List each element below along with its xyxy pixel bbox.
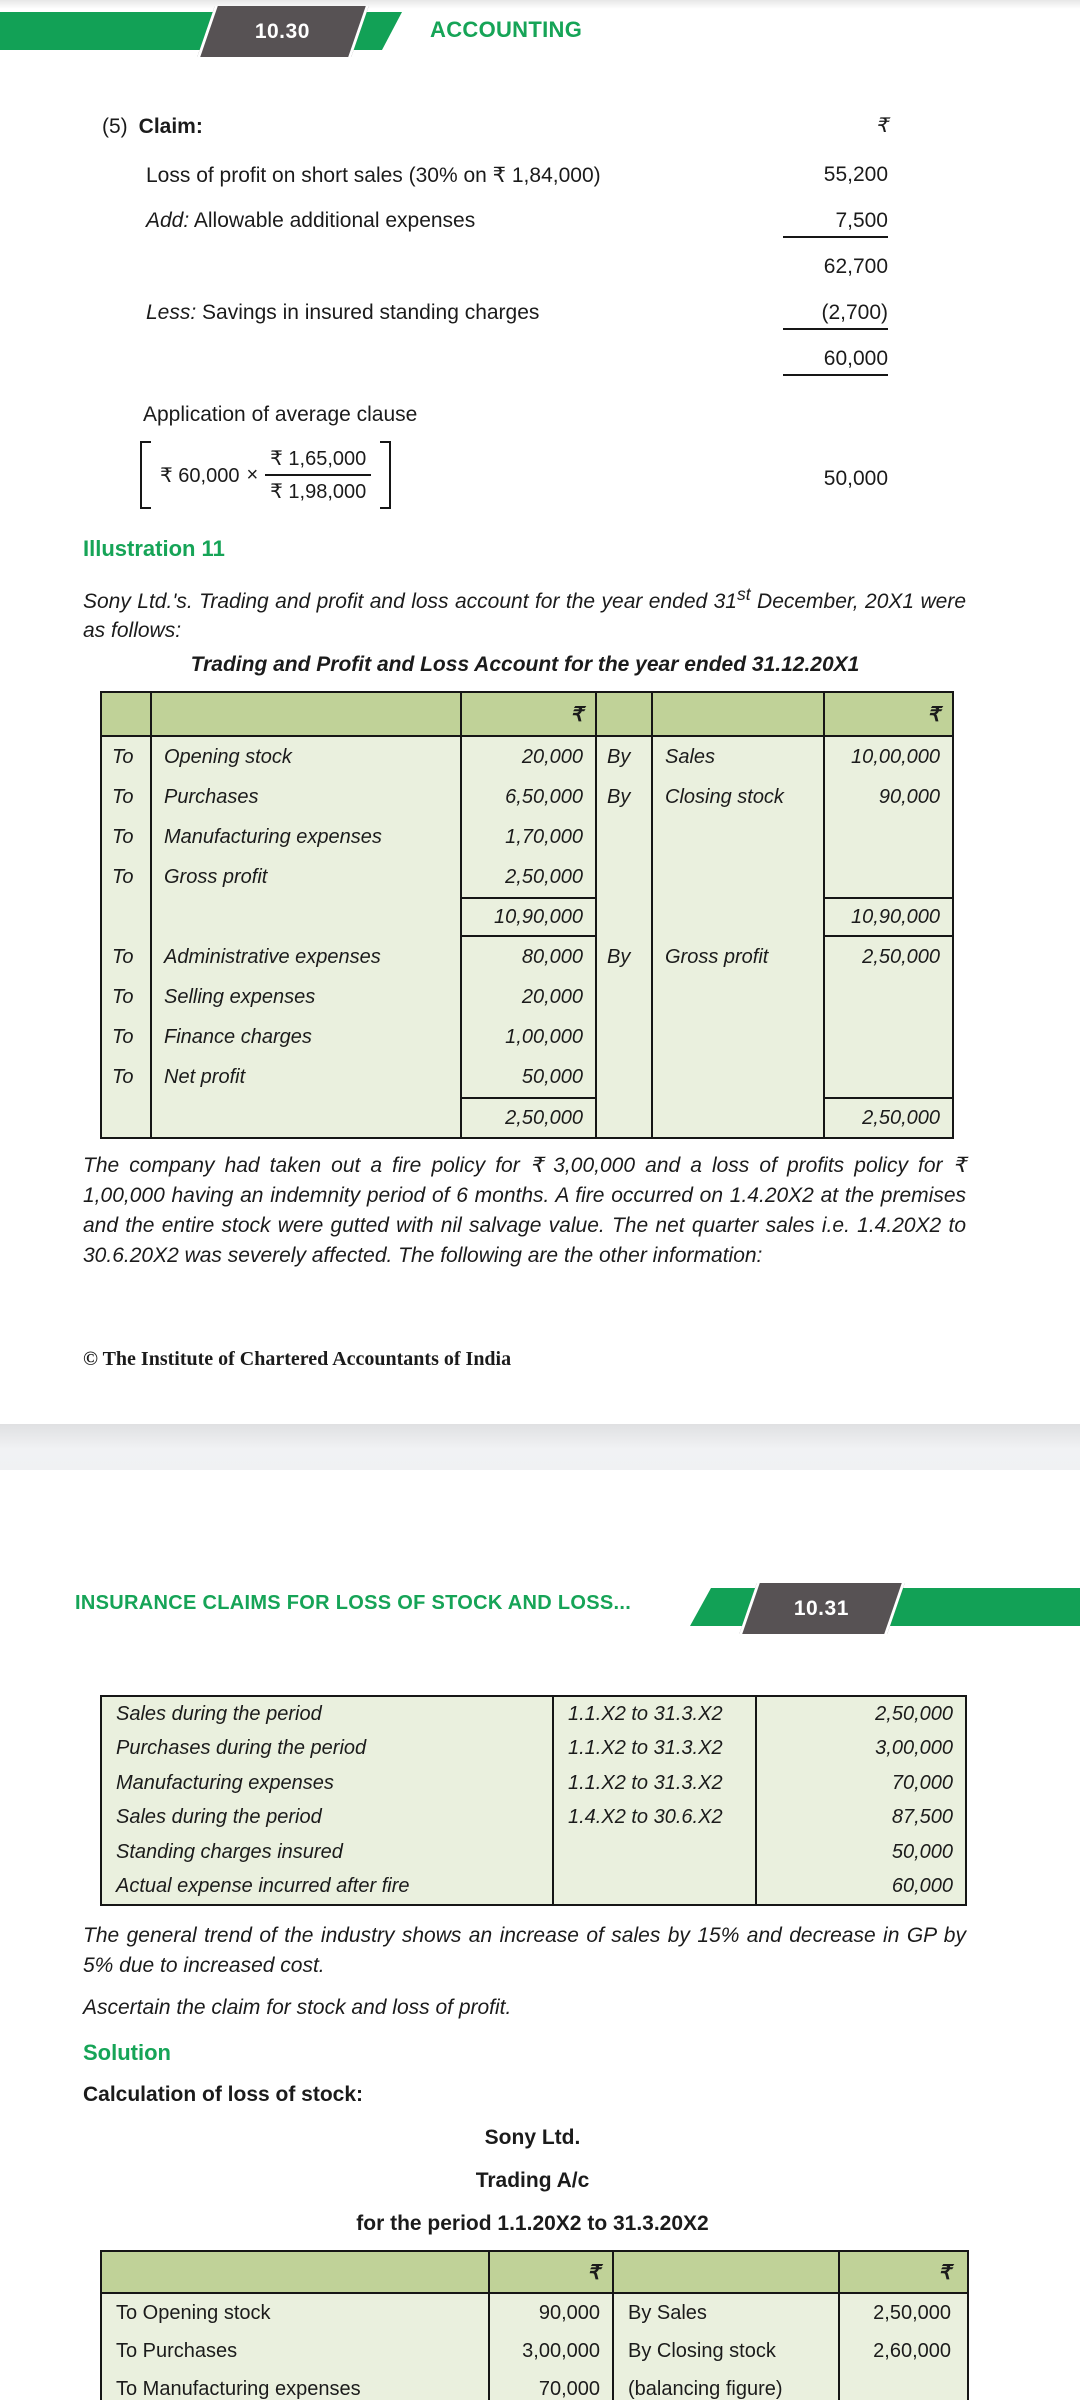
table-total-row: 2,50,000 2,50,000 [102, 1097, 952, 1137]
page1-number: 10.30 [255, 19, 311, 43]
formula-factor: ₹ 60,000 [160, 464, 240, 487]
copyright-line: © The Institute of Chartered Accountants of India [83, 1348, 512, 1370]
claim-row [146, 255, 888, 285]
illustration-text: Sony Ltd.'s. Trading and profit and loss account for the year ended 31st December, 20X1 were as follows: [83, 584, 966, 642]
solution-heading: Solution [83, 2040, 171, 2065]
claim-row-label: Add: Allowable additional expenses [146, 209, 476, 232]
table-row: To Finance charges 1,00,000 [102, 1017, 952, 1057]
table-total-row: 10,90,000 10,90,000 [102, 897, 952, 937]
table-header-row [102, 2252, 967, 2294]
claim-currency-symbol: ₹ [875, 115, 888, 137]
fraction-numerator: ₹ 1,65,000 [265, 446, 371, 476]
multiply-sign: × [246, 463, 259, 486]
table-row: To Administrative expenses 80,000 By Gross profit 2,50,000 [102, 937, 952, 977]
ascertain-line: Ascertain the claim for stock and loss of profit. [83, 1996, 512, 2019]
fraction-denominator: ₹ 1,98,000 [270, 481, 367, 503]
illustration-heading: Illustration 11 [83, 536, 225, 561]
right-bracket [380, 441, 391, 509]
table-row: Manufacturing expenses 1.1.X2 to 31.3.X2 70,000 [102, 1766, 965, 1801]
ordinal-suffix: st [736, 584, 751, 604]
trading-account-table [100, 2250, 969, 2400]
other-information-table [100, 1695, 967, 1906]
table-row: To Manufacturing expenses 70,000 (balancing figure) [102, 2370, 967, 2400]
claim-row [146, 163, 888, 193]
table-row: Sales during the period 1.4.X2 to 30.6.X2 87,500 [102, 1801, 965, 1836]
table-row: To Opening stock 90,000 By Sales 2,50,000 [102, 2294, 967, 2332]
page2-header-title: INSURANCE CLAIMS FOR LOSS OF STOCK AND LOSS... [75, 1592, 632, 1614]
question-paragraph: The company had taken out a fire policy for ₹ 3,00,000 and a loss of profits policy for ₹ 1,00,000 having an indemnity period of 6 months. A fire occurred on 1.4.20X2 at the premises and the entire stock were gutted with nil salvage value. The net quarter sales i.e. 1.4.20X2 to 30.6.20X2 was severely affected. The following are the other information: [83, 1154, 966, 1267]
currency-header: ₹ [938, 2261, 951, 2284]
page1-header-title: ACCOUNTING [430, 17, 583, 42]
claim-row-amount: 62,700 [823, 255, 888, 278]
average-clause-label: Application of average clause [143, 403, 418, 426]
account-name: Trading A/c [475, 2169, 590, 2192]
table-row: To Net profit 50,000 [102, 1057, 952, 1097]
page2-number: 10.31 [794, 1596, 850, 1620]
currency-header: ₹ [462, 693, 597, 735]
table-row: To Gross profit 2,50,000 [102, 857, 952, 897]
currency-header: ₹ [927, 703, 940, 726]
trend-paragraph: The general trend of the industry shows an increase of sales by 15% and decrease in GP by 5% due to increased cost. [83, 1924, 966, 1977]
claim-row-amount: (2,700) [783, 301, 888, 330]
account-period: for the period 1.1.20X2 to 31.3.20X2 [356, 2212, 709, 2235]
table1-title: Trading and Profit and Loss Account for the year ended 31.12.20X1 [190, 653, 860, 676]
page-top-shadow [0, 0, 1080, 9]
table-row: Standing charges insured 50,000 [102, 1835, 965, 1870]
table-header-row [102, 693, 952, 737]
calculation-heading: Calculation of loss of stock: [83, 2083, 364, 2106]
left-bracket [140, 441, 151, 509]
claim-index: (5) [102, 115, 128, 138]
average-clause-result: 50,000 [823, 467, 888, 490]
page-divider [0, 1424, 1080, 1470]
page1-number-tab [197, 6, 369, 57]
table-row: To Selling expenses 20,000 [102, 977, 952, 1017]
claim-row [146, 347, 888, 377]
claim-row-label: Loss of profit on short sales (30% on ₹ 1,84,000) [146, 164, 601, 187]
average-clause-formula [140, 441, 391, 509]
claim-row-label: Less: Savings in insured standing charges [146, 301, 540, 324]
claim-label: Claim: [138, 115, 203, 138]
currency-header: ₹ [490, 2252, 614, 2292]
table-row: Actual expense incurred after fire 60,000 [102, 1870, 965, 1905]
company-name: Sony Ltd. [484, 2126, 581, 2149]
claim-heading [102, 115, 203, 139]
claim-row-amount: 60,000 [783, 347, 888, 376]
table-row: Purchases during the period 1.1.X2 to 31.3.X2 3,00,000 [102, 1732, 965, 1767]
table-row: Sales during the period 1.1.X2 to 31.3.X2 2,50,000 [102, 1697, 965, 1732]
claim-row-amount: 7,500 [783, 209, 888, 238]
page2-number-tab [739, 1583, 905, 1634]
claim-row [146, 301, 888, 331]
claim-row [146, 209, 888, 239]
table-row: To Opening stock 20,000 By Sales 10,00,000 [102, 737, 952, 777]
trading-pl-table [100, 691, 954, 1139]
formula-fraction [265, 446, 371, 504]
table-row: To Purchases 3,00,000 By Closing stock 2,60,000 [102, 2332, 967, 2370]
table-row: To Manufacturing expenses 1,70,000 [102, 817, 952, 857]
table-row: To Purchases 6,50,000 By Closing stock 90,000 [102, 777, 952, 817]
claim-row-amount: 55,200 [823, 163, 888, 186]
